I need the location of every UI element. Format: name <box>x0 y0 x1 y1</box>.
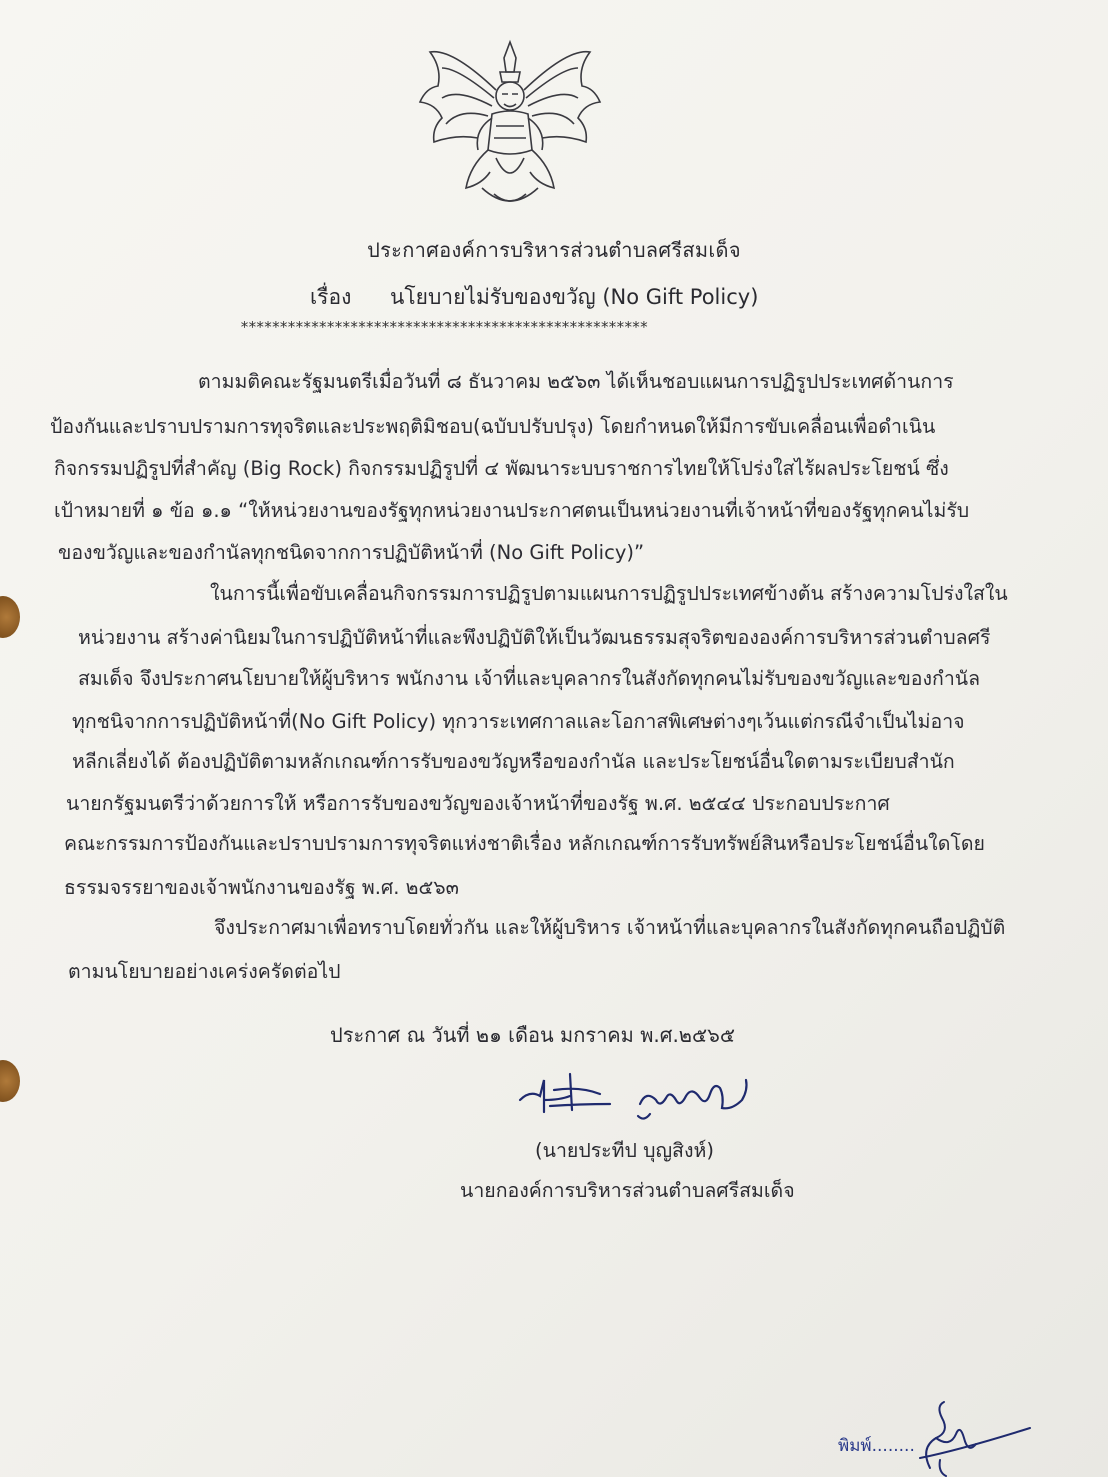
subject-label: เรื่อง <box>310 285 352 309</box>
subject-text: นโยบายไม่รับของขวัญ (No Gift Policy) <box>390 285 759 309</box>
signer-name: (นายประทีป บุญสิงห์) <box>535 1139 714 1162</box>
punch-hole <box>0 596 20 638</box>
handwritten-initials <box>880 1398 1040 1477</box>
body-line: ตามมติคณะรัฐมนตรีเมื่อวันที่ ๘ ธันวาคม ๒๕๖๓ ได้เห็นชอบแผนการปฏิรูปประเทศด้านการ <box>198 370 954 393</box>
body-line: ตามนโยบายอย่างเคร่งครัดต่อไป <box>68 960 341 983</box>
body-line: ธรรมจรรยาของเจ้าพนักงานของรัฐ พ.ศ. ๒๕๖๓ <box>64 876 459 899</box>
body-line: คณะกรรมการป้องกันและปราบปรามการทุจริตแห่งชาติเรื่อง หลักเกณฑ์การรับทรัพย์สินหรือประโยชน์อื่นใดโดย <box>64 832 985 855</box>
body-line: หลีกเลี่ยงได้ ต้องปฏิบัติตามหลักเกณฑ์การรับของขวัญหรือของกำนัล และประโยชน์อื่นใดตามระเบียบสำนัก <box>72 750 955 773</box>
body-line: ทุกชนิจากการปฏิบัติหน้าที่(No Gift Policy) ทุกวาระเทศกาลและโอกาสพิเศษต่างๆเว้นแต่กรณีจำเป็นไม่อาจ <box>72 710 965 733</box>
body-line: กิจกรรมปฏิรูปที่สำคัญ (Big Rock) กิจกรรมปฏิรูปที่ ๔ พัฒนาระบบราชการไทยให้โปร่งใสไร้ผลประโยชน์ ซึ่ง <box>54 457 949 480</box>
announcement-date: ประกาศ ณ วันที่ ๒๑ เดือน มกราคม พ.ศ.๒๕๖๕ <box>330 1023 735 1047</box>
signer-position: นายกองค์การบริหารส่วนตำบลศรีสมเด็จ <box>460 1179 795 1202</box>
body-line: หน่วยงาน สร้างค่านิยมในการปฏิบัติหน้าที่และพึงปฏิบัติให้เป็นวัฒนธรรมสุจริตขององค์การบริหารส่วนตำบลศรี <box>78 626 991 649</box>
body-line: ในการนี้เพื่อขับเคลื่อนกิจกรรมการปฏิรูปตามแผนการปฏิรูปประเทศข้างต้น สร้างความโปร่งใสใน <box>210 582 1008 605</box>
subject-line <box>310 281 758 314</box>
body-line: จึงประกาศมาเพื่อทราบโดยทั่วกัน และให้ผู้บริหาร เจ้าหน้าที่และบุคลากรในสังกัดทุกคนถือปฏิบัติ <box>214 916 1006 939</box>
body-line: ป้องกันและปราบปรามการทุจริตและประพฤติมิชอบ(ฉบับปรับปรุง) โดยกำหนดให้มีการขับเคลื่อนเพื่อดำเนิน <box>50 415 936 438</box>
body-line: นายกรัฐมนตรีว่าด้วยการให้ หรือการรับของขวัญของเจ้าหน้าที่ของรัฐ พ.ศ. ๒๕๔๔ ประกอบประกาศ <box>66 792 890 815</box>
body-line: สมเด็จ จึงประกาศนโยบายให้ผู้บริหาร พนักงาน เจ้าที่และบุคลากรในสังกัดทุกคนไม่รับของขวัญและของกำนัล <box>78 667 981 690</box>
asterisk-divider: **************************************************** <box>240 318 648 336</box>
body-line: เป้าหมายที่ ๑ ข้อ ๑.๑ “ให้หน่วยงานของรัฐทุกหน่วยงานประกาศตนเป็นหน่วยงานที่เจ้าหน้าที่ของรัฐทุกคนไม่รับ <box>54 499 970 522</box>
punch-hole <box>0 1060 20 1102</box>
handwritten-signature <box>510 1060 790 1130</box>
garuda-emblem-icon <box>412 38 608 216</box>
typed-by-label: พิมพ์........ <box>838 1436 915 1456</box>
body-line: ของขวัญและของกำนัลทุกชนิดจากการปฏิบัติหน้าที่ (No Gift Policy)” <box>58 541 645 564</box>
announcement-title: ประกาศองค์การบริหารส่วนตำบลศรีสมเด็จ <box>367 238 741 262</box>
